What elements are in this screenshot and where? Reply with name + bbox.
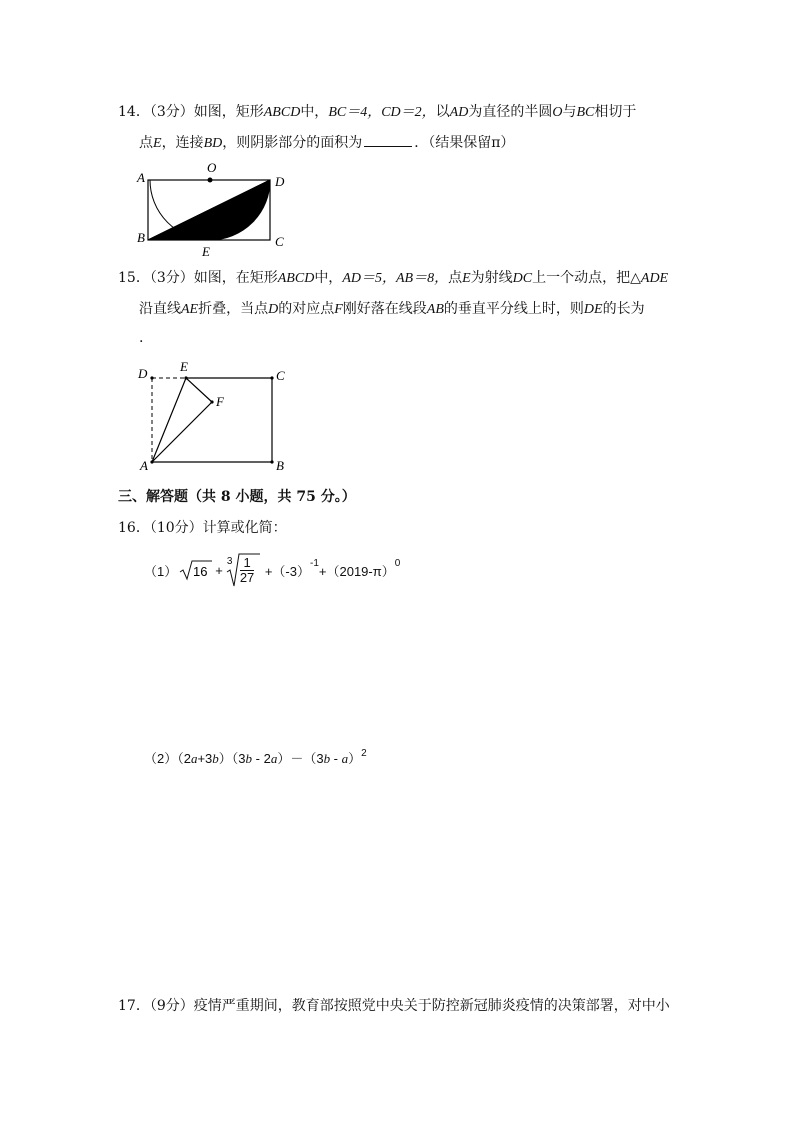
q14-label-d: D [275,174,285,189]
q14-number: 14． [118,104,150,120]
q15-figure [132,358,302,478]
q15-line-ae [152,378,186,462]
q14-o: O [552,105,563,120]
q14-bd: BD [203,136,223,151]
q14-figure [132,160,292,260]
q14-text: ，则阴影部分的面积为 [222,135,363,151]
q16-term3: +（-3） [264,563,310,579]
q16-part2-text: ）－（3 [277,751,324,766]
var-a: a [270,751,278,766]
q15-text: 沿直线 [139,301,181,317]
q15-line3 [139,328,143,348]
q16-part2-text: - 2 [252,751,271,766]
fraction-1-27 [240,556,254,585]
q15-line1 [118,268,668,289]
q14-label-a: A [137,170,145,185]
q14-line1 [118,102,636,123]
q14-label-b: B [137,230,145,245]
q17-score: （9分） [149,998,194,1014]
q15-abcd: ABCD [277,271,315,286]
q14-text: 为直径的半圆 [468,104,553,120]
q15-ade: ADE [640,271,669,286]
q15-label-a: A [140,458,148,473]
q14-text: 相切于 [594,104,637,120]
q15-text: 刚好落在线段 [342,301,427,317]
q15-ad-eq: AD＝5， [342,271,396,286]
q15-label-f: F [216,394,224,409]
q14-score: （3分） [149,104,194,120]
q15-text: 为射线 [470,270,513,286]
q15-point-a [150,460,153,463]
q14-text: 以 [435,104,450,120]
q15-de: DE [583,302,603,317]
q16-part2-text: （2 [177,751,191,766]
q15-text: 的长为 [602,301,645,317]
q16-part2-label: （2） [144,751,178,766]
q14-bc: BC [576,105,595,120]
q15-point-e [184,376,187,379]
q15-line-ef [186,378,212,402]
q14-text: 中， [300,104,329,120]
q17-number: 17． [118,998,150,1014]
q16-part2-text: ） [348,751,362,766]
q15-text: 如图，在矩形 [193,270,278,286]
q16-score: （10分） [149,520,203,536]
q15-score: （3分） [149,270,194,286]
q15-line2 [139,299,645,320]
q15-d: D [268,302,279,317]
q15-e: E [462,271,471,286]
q15-text: 点 [448,270,463,286]
var-b: b [212,751,219,766]
q14-label-o: O [207,160,217,175]
q14-answer-blank[interactable] [364,133,412,147]
q15-ab: AB [426,302,444,317]
sqrt-arg: 16 [193,564,208,579]
q16-part2-text: ）（3 [218,751,246,766]
q16-part2-text: - [330,751,342,766]
q14-label-e: E [202,244,210,259]
q16-part1-label: （1） [144,563,178,579]
q15-label-d: D [138,366,148,381]
q14-label-c: C [275,234,284,249]
q14-cd-eq: CD＝2， [381,105,436,120]
q15-f: F [334,302,343,317]
q15-ab-eq: AB＝8， [395,271,449,286]
q14-text: ，连接 [161,135,204,151]
q15-point-c [270,376,273,379]
q15-label-b: B [276,458,284,473]
q14-text: 如图，矩形 [193,104,264,120]
q15-label-c: C [276,368,285,383]
q14-text: 点 [139,135,153,151]
q14-text: 与 [562,104,577,120]
q15-text: 折叠，当点 [198,301,269,317]
sqrt-sign [179,558,213,582]
fraction-numerator: 1 [240,556,254,571]
q16-part2-expression [144,748,367,767]
q16-line1 [118,518,287,538]
q15-text: 的对应点 [278,301,335,317]
q15-text: 上一个动点，把△ [532,270,641,286]
q16-part1-expression [144,552,400,588]
q15-answer-dot: . [139,330,144,346]
q16-exp4: 0 [394,557,401,569]
q15-text: 的垂直平分线上时，则 [443,301,584,317]
var-a: a [190,751,198,766]
q15-line-fa [152,402,212,462]
q14-bc-eq: BC＝4， [328,105,382,120]
q16-text: 计算或化简： [202,520,287,536]
q15-point-b [270,460,273,463]
q14-center-o [208,178,213,183]
q15-number: 15． [118,270,150,286]
var-b: b [245,751,253,766]
var-b: b [323,751,331,766]
section-3-title: 三、解答题（共 8 小题，共 75 分。） [118,489,356,505]
q15-point-d [150,376,153,379]
q15-text: 中， [314,270,343,286]
q16-term4: +（2019-π） [318,563,395,579]
q14-ad: AD [449,105,469,120]
q15-ae: AE [181,302,199,317]
q14-e: E [153,136,162,151]
q14-line2 [139,133,514,154]
q14-abcd: ABCD [263,105,301,120]
fraction-denominator: 27 [239,570,255,585]
q15-dc: DC [512,271,533,286]
q16-plus: + [215,562,223,578]
var-a: a [341,751,349,766]
q14-text: ．（结果保留π） [414,135,515,151]
q15-label-e: E [180,359,188,374]
q17-line1 [118,996,670,1016]
q16-part2-exp: 2 [361,748,367,759]
q17-text: 疫情严重期间，教育部按照党中央关于防控新冠肺炎疫情的决策部署，对中小 [193,998,670,1014]
cube-root-index: 3 [226,556,233,567]
q16-part2-text: +3 [197,751,213,766]
q15-point-f [210,400,213,403]
q16-number: 16． [118,520,150,536]
q16-exp3: -1 [309,557,319,569]
cube-root [225,552,261,588]
